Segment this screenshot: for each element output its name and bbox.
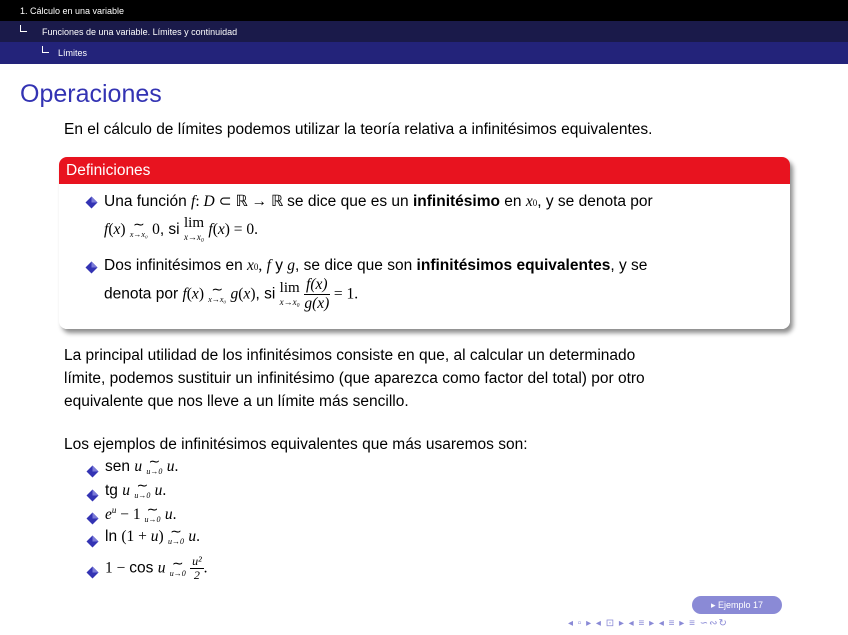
- headline-subsection-text[interactable]: Funciones de una variable. Límites y continuidad: [42, 27, 238, 37]
- definition-item-1-line2: f(x) ∼ x→x₀ 0, si lim x→x₀ f(x) = 0.: [104, 215, 259, 242]
- frame-title: Operaciones: [20, 80, 162, 108]
- headline-section: [0, 0, 848, 21]
- diamond-bullet-icon: [85, 196, 98, 209]
- example-17-button[interactable]: ▸ Ejemplo 17: [692, 596, 782, 614]
- definitions-body: [59, 184, 790, 329]
- example-item-cos: 1 − cos u ∼ u→0 $\frac{\text{u²}}{2}$ .: [105, 554, 208, 582]
- definition-item-2-line2: denota por f(x) ∼ x→x₀ g(x), si lim x→x₀ $\frac{f(x)}{g(x)}$ = 1.: [104, 276, 359, 312]
- definitions-block: [59, 157, 790, 329]
- intro-text: En el cálculo de límites podemos utilizar la teoría relativa a infinitésimos equivalentes.: [64, 121, 653, 138]
- example-item-tg: tg u ∼ u→0 u.: [105, 479, 167, 500]
- headline-section-text[interactable]: 1. Cálculo en una variable: [20, 6, 125, 16]
- headline-subsubsection-text[interactable]: Límites: [58, 48, 88, 58]
- tree-corner-1: [20, 25, 27, 32]
- diamond-bullet-icon: [85, 261, 98, 274]
- diamond-bullet-icon: [86, 535, 99, 548]
- definition-item-2-line1: Dos infinitésimos en x0, f y g, se dice que son infinitésimos equivalentes, y se: [104, 257, 648, 274]
- example-item-sen: sen u ∼ u→0 u.: [105, 455, 179, 476]
- diamond-bullet-icon: [86, 489, 99, 502]
- diamond-bullet-icon: [86, 566, 99, 579]
- definition-item-1-line1: Una función f: D ⊂ ℝ → ℝ se dice que es un infinitésimo en x0, y se denota por: [104, 193, 653, 210]
- example-item-exp: $e^u - 1$ ∼ u→0 u.: [105, 503, 177, 525]
- headline-subsubsection: [0, 42, 848, 64]
- example-item-ln: ln (1 + u) ∼ u→0 u.: [105, 525, 200, 546]
- paragraph-line-3: equivalente que nos lleve a un límite más sencillo.: [64, 393, 409, 410]
- diamond-bullet-icon: [86, 465, 99, 478]
- paragraph-line-1: La principal utilidad de los infinitésimos consiste en que, al calcular un determinado: [64, 347, 636, 364]
- examples-intro: Los ejemplos de infinitésimos equivalentes que más usaremos son:: [64, 436, 528, 453]
- definitions-title: Definiciones: [59, 157, 790, 184]
- paragraph-line-2: límite, podemos sustituir un infinitésimo (que aparezca como factor del total) por otro: [64, 370, 645, 387]
- headline-subsection: [0, 21, 848, 42]
- tree-corner-2: [42, 46, 49, 53]
- beamer-navigation-bar[interactable]: ◂ ▫ ▸ ◂ ⊡ ▸ ◂ ≡ ▸ ◂ ≡ ▸ ≡ ∽∾↻: [568, 618, 728, 629]
- diamond-bullet-icon: [86, 512, 99, 525]
